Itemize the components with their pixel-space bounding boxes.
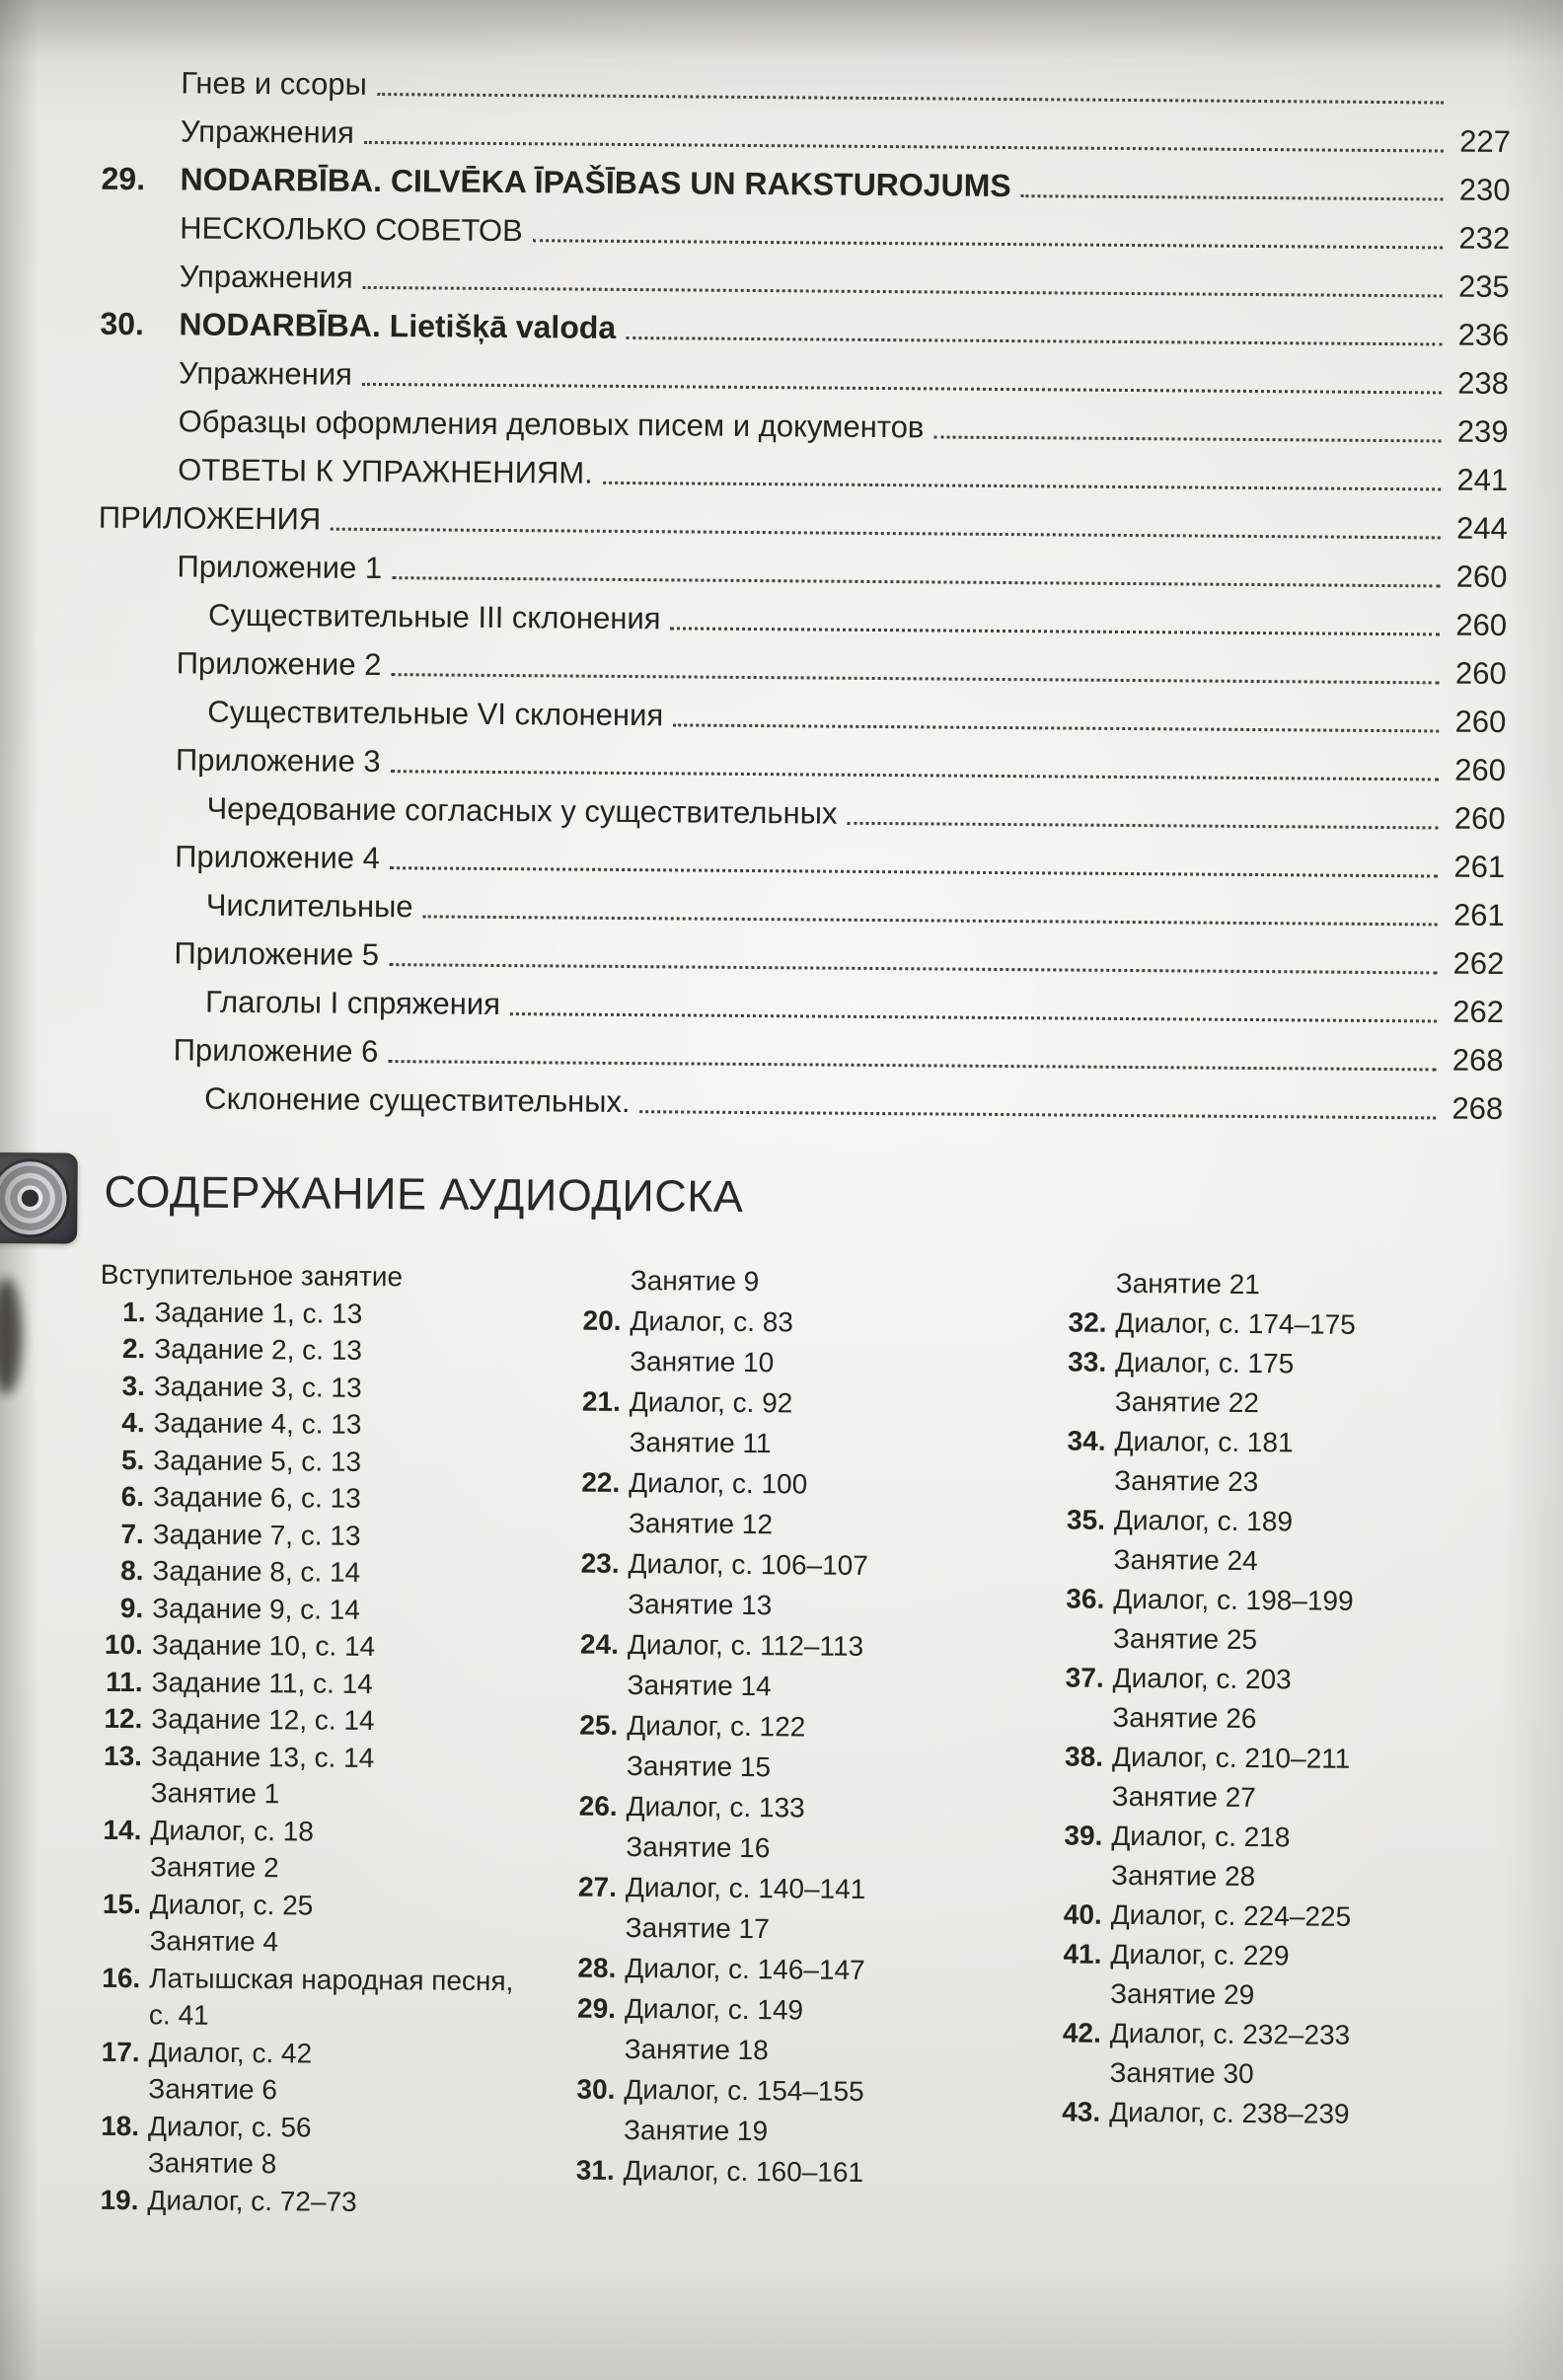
audio-track-text: Диалог, с. 140–141 <box>625 1872 866 1904</box>
toc-entry-label: Числительные <box>205 887 413 925</box>
toc-dot-leader <box>363 286 1443 298</box>
audio-track-number: 4. <box>121 1407 145 1439</box>
audio-track-listing <box>85 1256 1502 2229</box>
audio-track-text: Диалог, с. 56 <box>147 2110 312 2143</box>
audio-track-number: 13. <box>103 1740 143 1771</box>
audio-track-text: Задание 7, с. 13 <box>152 1518 361 1551</box>
audio-track-text: Диалог, с. 106–107 <box>628 1548 869 1581</box>
table-of-contents <box>94 52 1511 1127</box>
toc-page-number: 260 <box>1453 800 1506 837</box>
audio-track-item <box>573 1543 1059 1588</box>
audio-track-item <box>99 1441 541 1481</box>
toc-page-number: 268 <box>1451 1090 1504 1126</box>
audio-track-number: 34. <box>1067 1425 1106 1456</box>
audio-track-number: 42. <box>1062 2017 1101 2048</box>
audio-track-item <box>99 1515 541 1555</box>
audio-track-item <box>95 2033 537 2073</box>
audio-track-number: 17. <box>101 2036 140 2067</box>
audio-track-number: 33. <box>1068 1346 1107 1377</box>
toc-page-number: 230 <box>1458 172 1511 208</box>
toc-dot-leader <box>847 822 1438 830</box>
audio-intro-label: Вступительное занятие <box>100 1258 404 1293</box>
audio-session-label: Занятие 11 <box>629 1427 772 1459</box>
audio-track-item <box>573 1624 1059 1669</box>
toc-dot-leader <box>388 1060 1436 1071</box>
audio-track-number: 41. <box>1063 1938 1102 1970</box>
audio-track-item <box>570 1988 1056 2033</box>
audio-track-text: Диалог, с. 122 <box>627 1710 806 1743</box>
audio-track-item <box>96 1811 538 1851</box>
toc-page-number: 244 <box>1455 510 1508 547</box>
toc-page-number: 241 <box>1456 462 1509 498</box>
audio-track-item <box>98 1626 540 1667</box>
audio-track-text: Задание 4, с. 13 <box>153 1407 362 1440</box>
audio-track-number: 30. <box>576 2073 616 2105</box>
audio-track-text: Задание 9, с. 14 <box>152 1592 361 1625</box>
audio-track-number: 19. <box>100 2184 139 2215</box>
audio-session-label: Занятие 23 <box>1114 1464 1259 1498</box>
audio-session-label: Занятие 29 <box>1110 1977 1255 2011</box>
audio-track-text: Задание 3, с. 13 <box>153 1370 362 1403</box>
audio-track-text: Латышская народная песня, с. 41 <box>148 1962 514 2031</box>
audio-track-number: 35. <box>1066 1504 1106 1535</box>
audio-track-text: Диалог, с. 72–73 <box>147 2184 357 2217</box>
audio-session-label: Занятие 25 <box>1112 1622 1258 1656</box>
audio-track-number: 40. <box>1063 1898 1102 1930</box>
audio-track-number: 15. <box>102 1888 141 1919</box>
audio-track-number: 21. <box>581 1385 621 1417</box>
toc-dot-leader <box>392 576 1440 587</box>
toc-dot-leader <box>362 383 1442 395</box>
audio-track-number: 36. <box>1066 1583 1105 1614</box>
toc-page-number: 232 <box>1458 220 1511 257</box>
toc-entry-label: Склонение существительных. <box>204 1080 631 1120</box>
toc-entry-label: НЕСКОЛЬКО СОВЕТОВ <box>180 210 523 249</box>
audio-track-number: 8. <box>120 1555 144 1587</box>
toc-entry-number: 29. <box>101 160 146 197</box>
toc-dot-leader <box>1021 194 1444 200</box>
audio-track-number: 6. <box>120 1481 145 1513</box>
audio-track-text: Диалог, с. 146–147 <box>625 1953 865 1985</box>
audio-track-text: Диалог, с. 160–161 <box>623 2155 864 2188</box>
audio-track-item <box>1056 2013 1377 2055</box>
audio-session-label: Занятие 16 <box>626 1831 771 1864</box>
audio-track-item <box>570 1948 1056 1992</box>
audio-track-number: 23. <box>580 1547 620 1579</box>
toc-entry-label: ПРИЛОЖЕНИЯ <box>98 499 322 537</box>
toc-page-number: 260 <box>1454 704 1507 740</box>
audio-column <box>568 1260 1062 2226</box>
audio-track-text: Задание 13, с. 14 <box>150 1740 375 1773</box>
toc-entry-number: 30. <box>100 305 145 342</box>
toc-entry-label: Приложение 1 <box>177 549 383 586</box>
audio-track-text: Задание 1, с. 13 <box>154 1296 363 1329</box>
audio-track-item <box>100 1404 542 1445</box>
audio-track-item <box>574 1462 1060 1507</box>
toc-dot-leader <box>389 963 1437 974</box>
audio-column <box>93 1256 576 2222</box>
audio-track-item <box>98 1589 540 1629</box>
audio-track-text: Задание 5, с. 13 <box>153 1444 362 1477</box>
toc-entry-label: ОТВЕТЫ К УПРАЖНЕНИЯМ. <box>178 452 593 490</box>
audio-track-text: Задание 11, с. 14 <box>151 1666 373 1699</box>
audio-section-heading: СОДЕРЖАНИЕ АУДИОДИСКА <box>104 1165 744 1222</box>
toc-page-number: 260 <box>1454 655 1507 692</box>
toc-page-number: 268 <box>1451 1042 1504 1078</box>
audio-track-item <box>93 2181 535 2221</box>
audio-track-number: 1. <box>122 1296 146 1327</box>
audio-disc-header <box>0 1162 1503 1231</box>
toc-entry-label: Приложение 4 <box>175 839 381 876</box>
audio-track-number: 16. <box>102 1962 141 1993</box>
audio-track-item <box>1059 1579 1380 1621</box>
audio-track-item <box>1056 1934 1377 1976</box>
audio-track-text: Диалог, с. 224–225 <box>1110 1898 1352 1932</box>
toc-dot-leader <box>390 866 1438 877</box>
audio-track-number: 29. <box>576 1992 617 2024</box>
audio-track-text: Диалог, с. 218 <box>1111 1820 1291 1853</box>
toc-entry-label: Упражнения <box>180 113 354 150</box>
audio-track-number: 2. <box>121 1333 146 1365</box>
cd-disc-graphic <box>0 1161 67 1235</box>
audio-session-label: Занятие 30 <box>1109 2056 1254 2090</box>
audio-track-item <box>99 1478 541 1519</box>
audio-column <box>1054 1263 1383 2228</box>
toc-entry-label: NODARBĪBA. CILVĒKA ĪPAŠĪBAS UN RAKSTUROJUMS <box>180 161 1011 204</box>
toc-dot-leader <box>626 336 1442 345</box>
audio-track-text: Диалог, с. 198–199 <box>1113 1583 1354 1616</box>
audio-session-label: Занятие 4 <box>149 1925 279 1958</box>
toc-page-number: 227 <box>1459 123 1512 160</box>
audio-track-text: Диалог, с. 25 <box>149 1888 314 1921</box>
toc-page-number: 235 <box>1457 268 1510 305</box>
audio-track-item <box>97 1737 539 1777</box>
audio-track-number: 20. <box>582 1304 622 1336</box>
audio-track-number: 32. <box>1068 1306 1107 1338</box>
audio-track-number: 7. <box>120 1518 144 1549</box>
audio-track-number: 25. <box>579 1709 619 1741</box>
audio-track-text: Диалог, с. 238–239 <box>1109 2096 1350 2129</box>
toc-page-number: 236 <box>1457 317 1510 353</box>
toc-entry-label: Гнев и ссоры <box>181 65 368 102</box>
toc-dot-leader <box>670 627 1440 635</box>
audio-track-text: Диалог, с. 189 <box>1113 1504 1294 1537</box>
audio-track-item <box>97 1663 539 1703</box>
audio-track-text: Диалог, с. 149 <box>624 1993 804 2026</box>
audio-track-item <box>569 2069 1055 2114</box>
audio-track-number: 14. <box>103 1814 142 1845</box>
audio-session-label: Занятие 26 <box>1112 1701 1257 1735</box>
audio-session-label: Занятие 10 <box>630 1346 775 1378</box>
audio-session-label: Занятие 9 <box>630 1265 760 1298</box>
audio-track-number: 10. <box>104 1628 144 1661</box>
audio-session-label: Занятие 27 <box>1111 1780 1256 1814</box>
cd-disc-icon <box>0 1153 78 1244</box>
audio-track-text: Задание 2, с. 13 <box>154 1333 363 1366</box>
audio-track-item <box>100 1367 542 1407</box>
toc-entry-label: Приложение 6 <box>173 1032 379 1070</box>
audio-track-text: Диалог, с. 210–211 <box>1111 1741 1351 1774</box>
audio-track-number: 26. <box>578 1790 618 1822</box>
audio-track-number: 31. <box>575 2154 615 2186</box>
audio-track-number: 22. <box>581 1466 621 1498</box>
audio-track-text: Задание 12, с. 14 <box>151 1703 375 1737</box>
audio-track-number: 39. <box>1064 1820 1103 1851</box>
audio-track-number: 9. <box>119 1592 144 1623</box>
audio-session-label: Занятие 17 <box>625 1912 770 1945</box>
audio-track-number: 3. <box>121 1370 146 1401</box>
audio-track-number: 18. <box>101 2110 140 2141</box>
audio-track-text: Диалог, с. 42 <box>148 2036 313 2069</box>
toc-page-number: 260 <box>1454 752 1507 788</box>
audio-track-item <box>571 1867 1057 1911</box>
audio-session-label: Занятие 2 <box>150 1851 279 1884</box>
audio-track-item <box>1057 1816 1378 1858</box>
audio-track-number: 5. <box>120 1444 145 1475</box>
audio-track-item <box>1057 1895 1378 1937</box>
toc-dot-leader <box>639 1110 1436 1119</box>
audio-track-text: Диалог, с. 154–155 <box>624 2074 864 2107</box>
audio-track-item <box>94 2107 536 2147</box>
toc-entry <box>94 1068 1503 1127</box>
audio-track-item <box>1055 2092 1377 2134</box>
audio-session-label: Занятие 22 <box>1114 1385 1260 1419</box>
audio-session-label: Занятие 6 <box>148 2073 277 2106</box>
audio-track-item <box>97 1700 539 1741</box>
toc-dot-leader <box>377 93 1444 104</box>
audio-session-label: Занятие 18 <box>624 2034 769 2066</box>
audio-track-text: Диалог, с. 174–175 <box>1115 1306 1356 1340</box>
toc-dot-leader <box>933 435 1441 442</box>
audio-session-label: Занятие 1 <box>150 1777 280 1810</box>
audio-track-text: Диалог, с. 229 <box>1110 1938 1290 1971</box>
toc-page-number: 238 <box>1457 365 1510 402</box>
audio-track-number: 37. <box>1065 1662 1104 1693</box>
audio-track-item <box>1060 1500 1381 1542</box>
toc-entry-label: Чередование согласных у существительных <box>206 790 838 831</box>
audio-session-label: Занятие 21 <box>1115 1267 1261 1301</box>
toc-entry-label: Приложение 5 <box>174 935 380 973</box>
audio-track-text: Диалог, с. 133 <box>626 1791 805 1823</box>
toc-dot-leader <box>673 723 1439 732</box>
audio-track-text: Задание 8, с. 14 <box>152 1555 361 1588</box>
audio-track-text: Диалог, с. 18 <box>150 1814 315 1847</box>
audio-track-item <box>96 1885 538 1925</box>
toc-entry-label: NODARBĪBA. Lietišķā valoda <box>179 306 617 345</box>
audio-track-item <box>572 1705 1058 1749</box>
audio-track-number: 28. <box>577 1952 617 1983</box>
audio-track-number: 27. <box>577 1871 618 1902</box>
audio-track-item <box>1060 1421 1381 1463</box>
toc-page-number: 260 <box>1455 607 1508 643</box>
toc-page-number: 262 <box>1452 945 1505 982</box>
audio-track-item <box>1061 1342 1382 1384</box>
audio-track-number: 24. <box>579 1628 620 1660</box>
toc-entry-label: Глаголы I спряжения <box>204 984 501 1022</box>
audio-track-text: Диалог, с. 232–233 <box>1109 2017 1351 2050</box>
audio-track-text: Задание 6, с. 13 <box>152 1481 361 1514</box>
toc-entry-label: Упражнения <box>178 355 353 392</box>
audio-track-item <box>575 1301 1061 1345</box>
audio-track-item <box>100 1330 542 1371</box>
toc-page-number: 262 <box>1452 994 1505 1030</box>
audio-track-item <box>95 1959 538 2037</box>
audio-track-number: 38. <box>1064 1741 1104 1772</box>
audio-track-item <box>575 1381 1061 1426</box>
audio-track-item <box>569 2150 1055 2194</box>
toc-entry-label: Образцы оформления деловых писем и документов <box>178 404 925 445</box>
audio-track-number: 11. <box>106 1666 143 1697</box>
audio-track-text: Диалог, с. 83 <box>630 1305 794 1338</box>
toc-dot-leader <box>331 528 1441 540</box>
toc-entry-label: Существительные III склонения <box>207 597 661 636</box>
audio-track-item <box>98 1552 540 1593</box>
audio-session-label: Занятие 28 <box>1110 1859 1256 1893</box>
audio-track-item <box>100 1293 542 1333</box>
audio-session-label: Занятие 15 <box>626 1750 772 1783</box>
toc-entry-label: Существительные VI склонения <box>207 694 664 733</box>
audio-track-number: 12. <box>104 1702 143 1735</box>
audio-session-label: Занятие 12 <box>628 1508 774 1540</box>
toc-dot-leader <box>510 1012 1437 1022</box>
audio-track-item <box>1059 1658 1380 1700</box>
audio-track-item <box>571 1786 1057 1830</box>
audio-track-text: Диалог, с. 181 <box>1114 1425 1294 1458</box>
audio-track-text: Диалог, с. 203 <box>1112 1662 1292 1695</box>
audio-session-label: Занятие 8 <box>147 2147 277 2180</box>
toc-dot-leader <box>364 141 1444 153</box>
audio-track-text: Диалог, с. 100 <box>629 1467 808 1500</box>
audio-track-text: Задание 10, с. 14 <box>151 1629 376 1663</box>
audio-session-label: Занятие 19 <box>623 2115 769 2147</box>
audio-session-label: Занятие 24 <box>1113 1543 1258 1577</box>
toc-dot-leader <box>391 673 1439 684</box>
audio-session-label: Занятие 13 <box>628 1589 773 1621</box>
audio-track-text: Диалог, с. 175 <box>1115 1346 1295 1379</box>
toc-dot-leader <box>423 915 1438 926</box>
toc-dot-leader <box>391 770 1439 781</box>
audio-track-text: Диалог, с. 92 <box>629 1386 793 1419</box>
toc-dot-leader <box>533 239 1443 249</box>
audio-session-label: Занятие 14 <box>627 1670 772 1702</box>
audio-track-item <box>1058 1737 1379 1779</box>
toc-page-number: 261 <box>1453 849 1506 885</box>
toc-page-number: 261 <box>1452 897 1505 933</box>
audio-track-number: 43. <box>1062 2096 1101 2127</box>
toc-entry-label: Приложение 2 <box>176 645 382 683</box>
toc-page-number: 260 <box>1455 558 1508 595</box>
toc-entry-label: Приложение 3 <box>175 742 381 780</box>
toc-entry-label: Упражнения <box>179 259 353 295</box>
toc-dot-leader <box>603 482 1441 491</box>
audio-track-item <box>1061 1302 1382 1345</box>
toc-page-number: 239 <box>1456 413 1509 450</box>
audio-track-text: Диалог, с. 112–113 <box>627 1629 864 1662</box>
